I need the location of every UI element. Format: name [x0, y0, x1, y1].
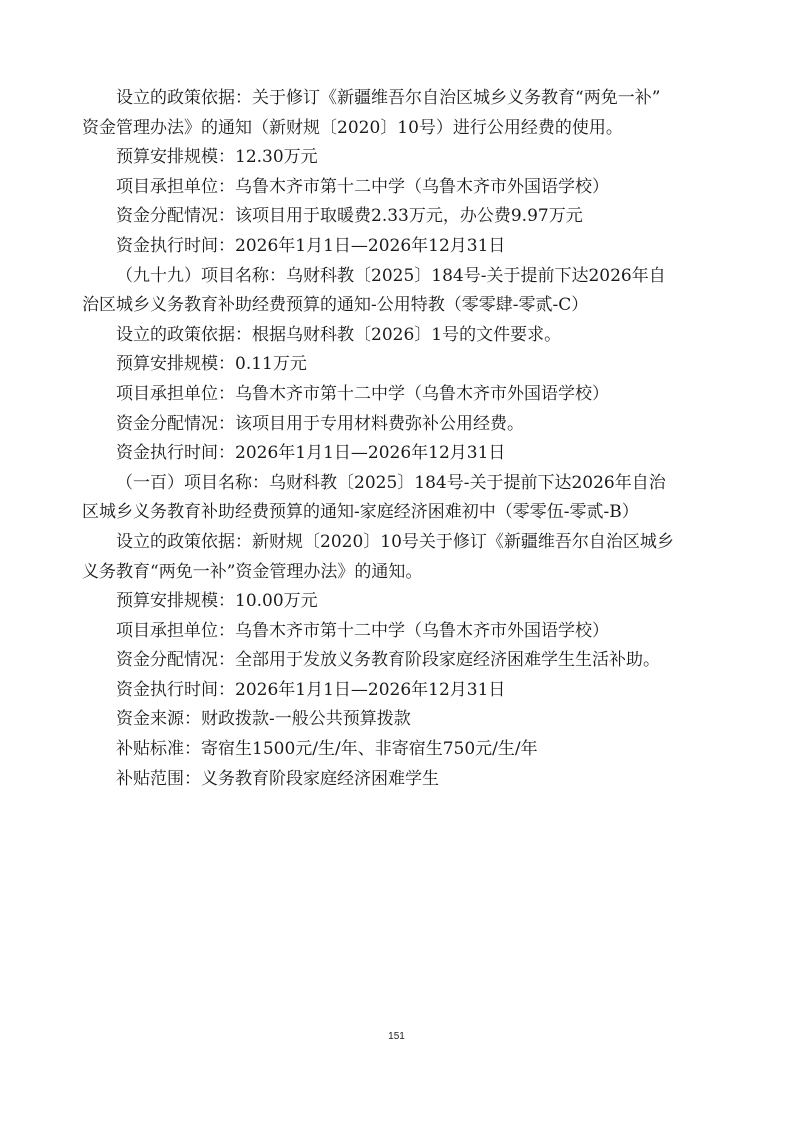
paragraph-line: 设立的政策依据：根据乌财科教〔2026〕1号的文件要求。	[116, 324, 562, 345]
paragraph-line: 资金分配情况：全部用于发放义务教育阶段家庭经济困难学生生活补助。	[116, 650, 660, 671]
section-heading-line: 治区城乡义务教育补助经费预算的通知-公用特教（零零肆-零贰-C）	[82, 295, 589, 316]
paragraph-line: 补贴范围：义务教育阶段家庭经济困难学生	[116, 768, 439, 789]
page-number: 151	[388, 1031, 405, 1042]
section-heading-line: （九十九）项目名称：乌财科教〔2025〕184号-关于提前下达2026年自	[116, 265, 666, 286]
paragraph-line: 预算安排规模：0.11万元	[116, 354, 307, 375]
paragraph-line: 预算安排规模：10.00万元	[116, 591, 318, 612]
paragraph-line: 项目承担单位：乌鲁木齐市第十二中学（乌鲁木齐市外国语学校）	[116, 383, 609, 404]
paragraph-line: 资金执行时间：2026年1月1日—2026年12月31日	[116, 443, 506, 464]
paragraph-line: 义务教育“两免一补”资金管理办法》的通知。	[82, 561, 423, 582]
paragraph-line: 资金来源：财政拨款-一般公共预算拨款	[116, 709, 411, 730]
paragraph-line: 资金执行时间：2026年1月1日—2026年12月31日	[116, 235, 506, 256]
paragraph-line: 资金执行时间：2026年1月1日—2026年12月31日	[116, 679, 506, 700]
paragraph-line: 预算安排规模：12.30万元	[116, 147, 318, 168]
paragraph-line: 设立的政策依据：新财规〔2020〕10号关于修订《新疆维吾尔自治区城乡	[116, 531, 674, 552]
paragraph-line: 资金分配情况：该项目用于专用材料费弥补公用经费。	[116, 413, 524, 434]
paragraph-line: 项目承担单位：乌鲁木齐市第十二中学（乌鲁木齐市外国语学校）	[116, 176, 609, 197]
paragraph-line: 资金管理办法》的通知（新财规〔2020〕10号）进行公用经费的使用。	[82, 117, 623, 138]
section-heading-line: （一百）项目名称：乌财科教〔2025〕184号-关于提前下达2026年自治	[116, 472, 666, 493]
paragraph-line: 项目承担单位：乌鲁木齐市第十二中学（乌鲁木齐市外国语学校）	[116, 620, 609, 641]
paragraph-line: 资金分配情况：该项目用于取暖费2.33万元，办公费9.97万元	[116, 206, 583, 227]
paragraph-line: 补贴标准：寄宿生1500元/生/年、非寄宿生750元/生/年	[116, 739, 538, 760]
document-body	[82, 84, 722, 794]
paragraph-line: 设立的政策依据：关于修订《新疆维吾尔自治区城乡义务教育“两免一补”	[116, 88, 661, 108]
section-heading-line: 区城乡义务教育补助经费预算的通知-家庭经济困难初中（零零伍-零贰-B）	[82, 502, 639, 523]
